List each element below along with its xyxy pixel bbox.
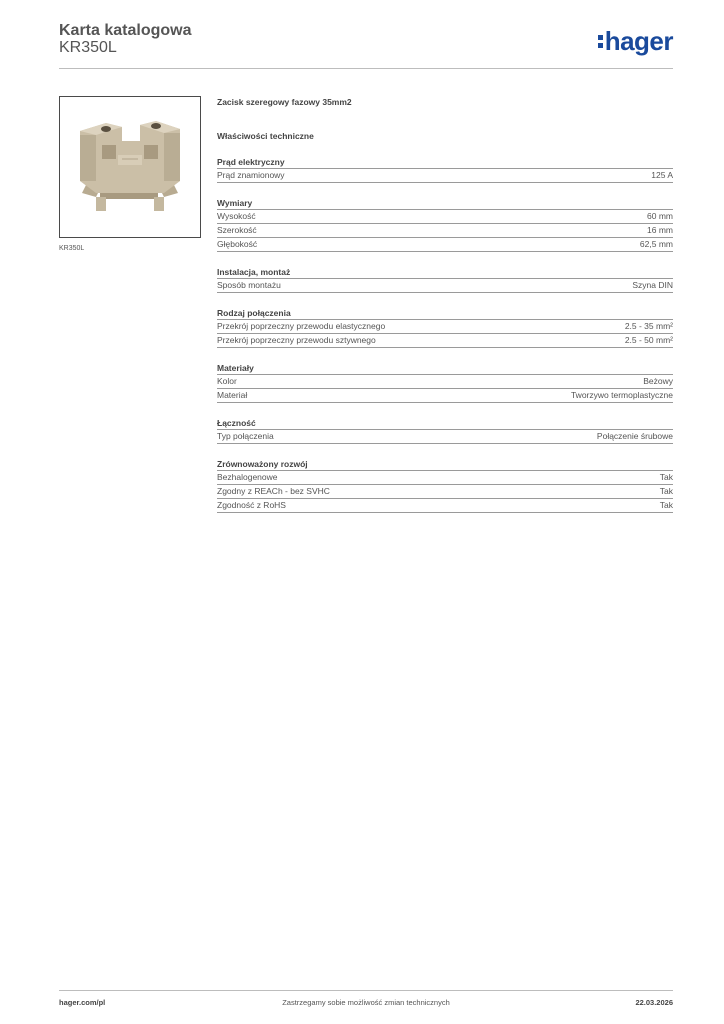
spec-value: 16 mm bbox=[647, 225, 673, 235]
spec-group-title: Łączność bbox=[217, 417, 673, 430]
spec-value: Połączenie śrubowe bbox=[596, 431, 673, 441]
spec-group bbox=[217, 307, 673, 348]
spec-value: 62,5 mm bbox=[639, 239, 673, 249]
logo-text: hager bbox=[604, 26, 673, 56]
document-title: Karta katalogowa bbox=[59, 22, 192, 39]
footer-website[interactable]: hager.com/pl bbox=[59, 998, 106, 1007]
spec-label: Szerokość bbox=[217, 225, 257, 235]
spec-label: Głębokość bbox=[217, 239, 258, 249]
spec-value: Tak bbox=[659, 500, 673, 510]
spec-group bbox=[217, 197, 673, 252]
spec-value: Szyna DIN bbox=[632, 280, 673, 290]
spec-row bbox=[217, 485, 673, 499]
spec-label: Typ połączenia bbox=[217, 431, 274, 441]
spec-row bbox=[217, 169, 673, 183]
specifications bbox=[217, 96, 673, 513]
spec-group bbox=[217, 458, 673, 513]
spec-value: 125 A bbox=[651, 170, 673, 180]
spec-row bbox=[217, 238, 673, 252]
spec-label: Bezhalogenowe bbox=[217, 472, 278, 482]
spec-value: 60 mm bbox=[647, 211, 673, 221]
footer-notice: Zastrzegamy sobie możliwość zmian technicznych bbox=[282, 998, 450, 1007]
spec-row bbox=[217, 224, 673, 238]
page-header bbox=[59, 22, 673, 68]
spec-row bbox=[217, 499, 673, 513]
spec-group bbox=[217, 156, 673, 183]
spec-row bbox=[217, 471, 673, 485]
spec-group-title: Materiały bbox=[217, 362, 673, 375]
specifications-heading: Właściwości techniczne bbox=[217, 131, 314, 141]
spec-value: Tworzywo termoplastyczne bbox=[570, 390, 673, 400]
spec-value: 2.5 - 50 mm² bbox=[624, 335, 673, 345]
product-code: KR350L bbox=[59, 39, 117, 56]
product-image bbox=[59, 96, 201, 238]
spec-row bbox=[217, 334, 673, 348]
spec-label: Przekrój poprzeczny przewodu sztywnego bbox=[217, 335, 376, 345]
spec-group-title: Rodzaj połączenia bbox=[217, 307, 673, 320]
logo-dots-icon bbox=[598, 35, 603, 48]
spec-label: Wysokość bbox=[217, 211, 256, 221]
spec-group bbox=[217, 417, 673, 444]
product-name: Zacisk szeregowy fazowy 35mm2 bbox=[217, 97, 352, 107]
footer-date: 22.03.2026 bbox=[635, 998, 673, 1007]
spec-label: Przekrój poprzeczny przewodu elastycznego bbox=[217, 321, 386, 331]
terminal-block-image bbox=[60, 97, 200, 237]
spec-row bbox=[217, 389, 673, 403]
spec-group-title: Prąd elektryczny bbox=[217, 156, 673, 169]
spec-value: Tak bbox=[659, 472, 673, 482]
spec-label: Zgodność z RoHS bbox=[217, 500, 286, 510]
footer-divider bbox=[59, 990, 673, 991]
spec-row bbox=[217, 430, 673, 444]
spec-value: Beżowy bbox=[643, 376, 673, 386]
spec-label: Prąd znamionowy bbox=[217, 170, 285, 180]
spec-row bbox=[217, 320, 673, 334]
spec-groups bbox=[217, 156, 673, 513]
spec-group-title: Instalacja, montaż bbox=[217, 266, 673, 279]
spec-label: Zgodny z REACh - bez SVHC bbox=[217, 486, 330, 496]
spec-value: 2.5 - 35 mm² bbox=[624, 321, 673, 331]
spec-label: Materiał bbox=[217, 390, 248, 400]
spec-group bbox=[217, 266, 673, 293]
spec-row bbox=[217, 279, 673, 293]
spec-group-title: Zrównoważony rozwój bbox=[217, 458, 673, 471]
spec-group bbox=[217, 362, 673, 403]
spec-label: Sposób montażu bbox=[217, 280, 281, 290]
image-caption: KR350L bbox=[59, 245, 85, 252]
spec-row bbox=[217, 375, 673, 389]
hager-logo bbox=[598, 26, 673, 57]
spec-label: Kolor bbox=[217, 376, 237, 386]
spec-group-title: Wymiary bbox=[217, 197, 673, 210]
spec-row bbox=[217, 210, 673, 224]
header-divider bbox=[59, 68, 673, 69]
spec-value: Tak bbox=[659, 486, 673, 496]
